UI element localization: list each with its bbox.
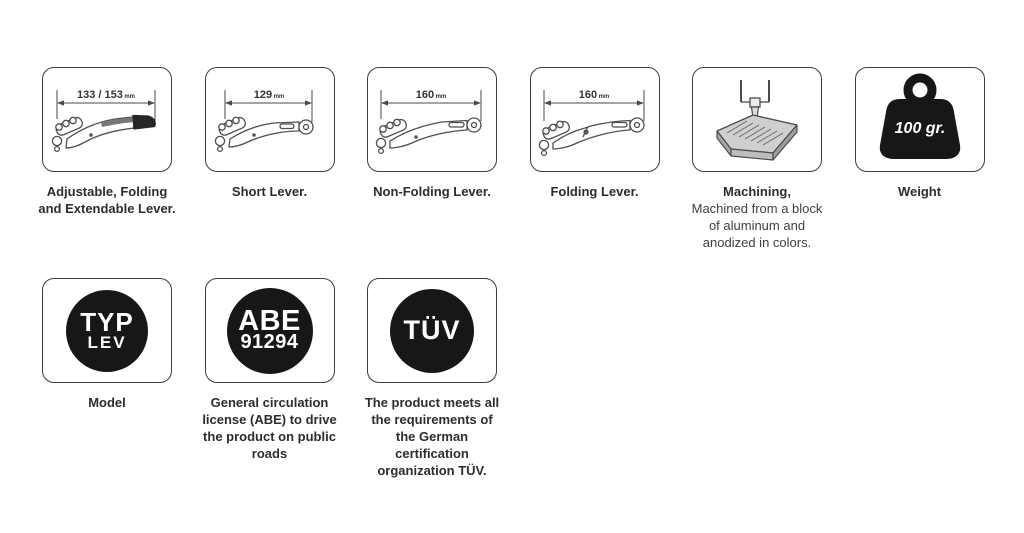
caption-title: Machining, [723, 184, 791, 199]
caption-line: license (ABE) to drive [202, 412, 337, 427]
folding-lever-card [530, 67, 660, 172]
caption-line: Short Lever. [231, 184, 308, 199]
caption-line: Adjustable, Folding [46, 184, 168, 199]
folding-lever-caption [508, 183, 682, 200]
feature-folding-lever [530, 67, 660, 251]
machining-card [692, 67, 822, 172]
caption-line: roads [251, 446, 288, 461]
typ-lev-badge-icon [66, 290, 148, 372]
dimension-label: 133 / 153 mm [76, 88, 136, 101]
short-lever-card [205, 67, 335, 172]
feature-machining [692, 67, 822, 251]
feature-short-lever [205, 67, 335, 251]
weight-card [855, 67, 985, 172]
weight-caption [833, 183, 1007, 200]
badge-text: 91294 [240, 331, 299, 353]
abe-card [205, 278, 335, 383]
short-lever-icon [206, 69, 334, 171]
badge-text: TÜV [403, 315, 461, 345]
weight-icon [856, 69, 984, 171]
feature-tuv [364, 278, 500, 479]
feature-adjustable-lever [38, 67, 176, 251]
folding-lever-icon [531, 69, 659, 171]
tuv-badge-icon [390, 289, 474, 373]
caption-line: Model [88, 395, 126, 410]
model-caption [20, 394, 194, 411]
machining-icon [693, 69, 821, 171]
caption-line: Weight [897, 184, 942, 199]
features-row-bottom [42, 278, 500, 479]
model-card [42, 278, 172, 383]
adjustable-lever-caption [20, 183, 194, 217]
badge-text: LEV [87, 333, 127, 352]
feature-model [42, 278, 172, 479]
caption-line: The product meets all [364, 395, 500, 410]
caption-line: Non-Folding Lever. [373, 184, 491, 199]
short-lever-caption [183, 183, 357, 200]
tuv-card [367, 278, 497, 383]
caption-line: certification [395, 446, 469, 461]
tuv-caption [345, 394, 519, 479]
feature-weight [855, 67, 985, 251]
non-folding-lever-card [367, 67, 497, 172]
weight-value-label: 100 gr. [894, 119, 945, 137]
caption-line: of aluminum and [708, 218, 806, 233]
machining-caption [670, 183, 844, 251]
adjustable-lever-card [42, 67, 172, 172]
feature-non-folding-lever [367, 67, 497, 251]
caption-line: the product on public [203, 429, 336, 444]
caption-line: Machined from a block [691, 201, 823, 216]
features-row-top [38, 67, 985, 251]
badge-text: TYP [80, 307, 134, 337]
abe-caption [183, 394, 357, 462]
non-folding-lever-caption [345, 183, 519, 200]
dimension-label: 160 mm [415, 88, 447, 101]
caption-line: General circulation [210, 395, 329, 410]
caption-line: organization TÜV. [377, 463, 487, 478]
feature-abe-license [202, 278, 337, 479]
abe-badge-icon [227, 288, 313, 374]
caption-line: and Extendable Lever. [38, 201, 176, 216]
dimension-label: 129 mm [253, 88, 284, 101]
caption-line: anodized in colors. [702, 235, 812, 250]
caption-line: the requirements of [371, 412, 493, 427]
dimension-label: 160 mm [578, 88, 609, 101]
non-folding-lever-icon [368, 69, 496, 171]
adjustable-lever-icon [43, 69, 171, 171]
caption-line: Folding Lever. [550, 184, 639, 199]
caption-line: the German [395, 429, 469, 444]
badge-text: ABE [238, 305, 301, 337]
